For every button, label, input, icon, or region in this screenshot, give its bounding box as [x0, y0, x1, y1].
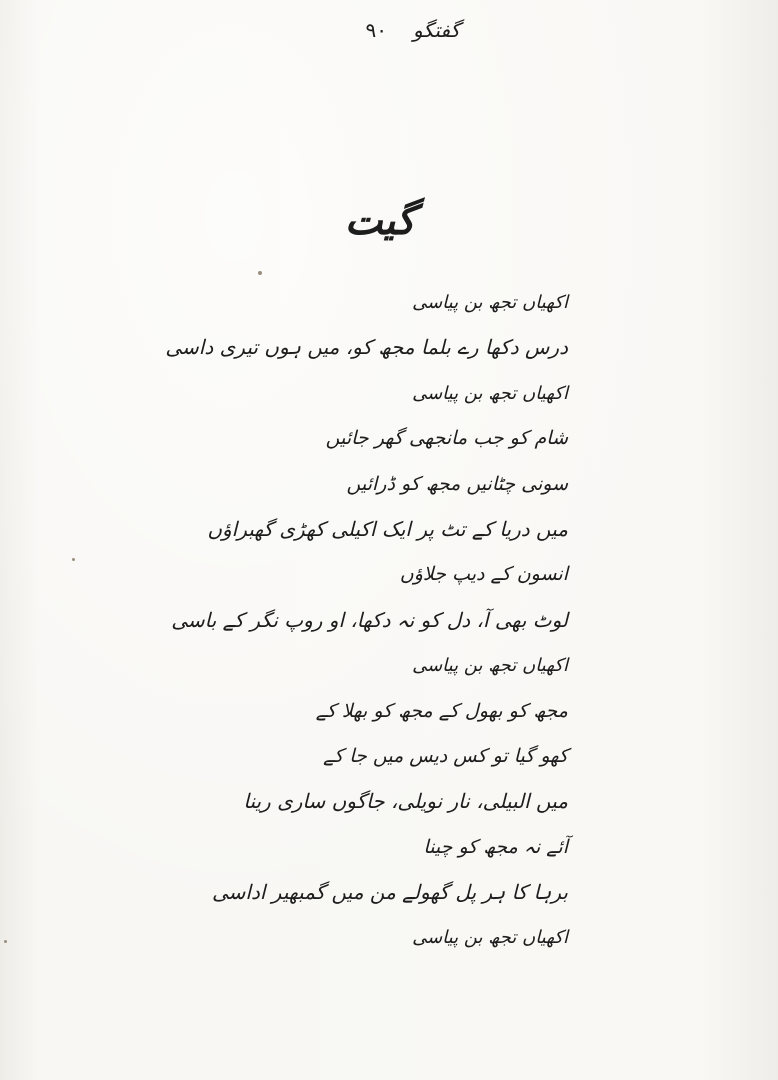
- paper-speck: [258, 271, 262, 275]
- poem-line-10: مجھ کو بھول کے مجھ کو بھلا کے: [315, 699, 568, 722]
- poem-line-9: اکھیاں تجھ بن پیاسی: [412, 655, 568, 677]
- poem-line-7: انسون کے دیپ جلاؤں: [399, 563, 568, 586]
- poem-line-8: لوٹ بھی آ، دل کو نہ دکھا، او روپ نگر کے باسی: [171, 607, 568, 632]
- poem-line-11: کھو گیا تو کس دیس میں جا کے: [323, 744, 568, 767]
- poem-line-14: برہا کا ہر پل گھولے من میں گمبھیر اداسی: [211, 880, 568, 905]
- poem-line-2: درس دکھا رے بلما مجھ کو، میں ہوں تیری داسی: [165, 335, 568, 360]
- paper-speck: [4, 940, 7, 943]
- poem-line-3: اکھیاں تجھ بن پیاسی: [412, 382, 568, 404]
- page-header: [300, 10, 460, 50]
- poem-title: گیت: [344, 198, 416, 244]
- poem-line-13: آئے نہ مجھ کو چینا: [423, 835, 568, 858]
- poem-line-15: اکھیاں تجھ بن پیاسی: [412, 927, 568, 949]
- poem-lines: [165, 280, 568, 961]
- running-title: گفتگو: [412, 18, 460, 42]
- poem-line-6: میں دریا کے تٹ پر ایک اکیلی کھڑی گھبراؤں: [207, 516, 568, 541]
- paper-speck: [72, 558, 75, 561]
- poem-line-12: میں البیلی، نار نویلی، جاگوں ساری رینا: [243, 789, 568, 814]
- page-number: ۹۰: [365, 18, 387, 42]
- poem-line-5: سونی چٹانیں مجھ کو ڈرائیں: [346, 472, 568, 495]
- poem-line-1: اکھیاں تجھ بن پیاسی: [412, 292, 568, 313]
- poem-line-4: شام کو جب مانجھی گھر جائیں: [325, 427, 568, 450]
